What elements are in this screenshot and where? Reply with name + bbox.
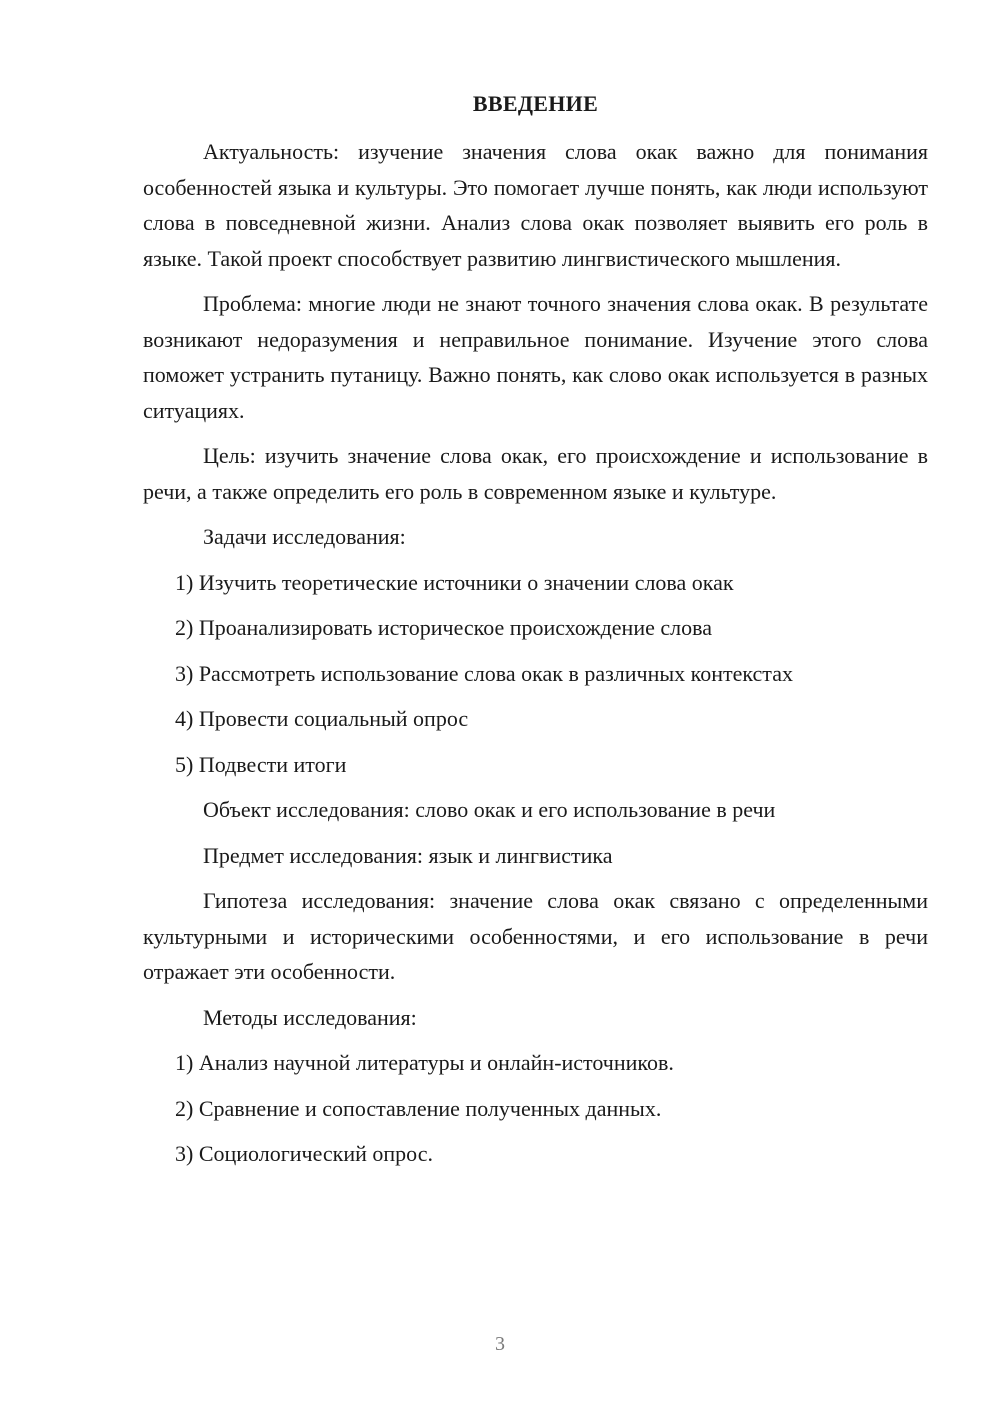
list-item: 2) Сравнение и сопоставление полученных данных. [175,1095,662,1121]
list-item: 1) Изучить теоретические источники о значении слова окак [175,569,734,595]
goal-paragraph: Цель: изучить значение слова окак, его происхождение и использование в речи, а также определить его роль в современном языке и культуре. [143,443,928,504]
list-item: 2) Проанализировать историческое происхождение слова [175,615,712,641]
hypothesis-paragraph: Гипотеза исследования: значение слова окак связано с определенными культурными и историческими особенностями, и его использование в речи отражает эти особенности. [143,888,928,985]
list-item: 4) Провести социальный опрос [175,706,469,732]
methods-list [143,1045,928,1182]
list-item: 3) Социологический опрос. [175,1141,433,1167]
page-number: 3 [495,1333,505,1355]
list-item: 3) Рассмотреть использование слова окак в различных контекстах [175,660,793,686]
relevance-paragraph: Актуальность: изучение значения слова окак важно для понимания особенностей языка и культуры. Это помогает лучше понять, как люди используют слова в повседневной жизни. Анализ слова окак позволяет выявить его роль в языке. Такой проект способствует развитию лингвистического мышления. [143,139,928,271]
tasks-list [143,565,928,793]
problem-paragraph: Проблема: многие люди не знают точного значения слова окак. В результате возникают недоразумения и неправильное понимание. Изучение этого слова поможет устранить путаницу. Важно понять, как слово окак используется в разных ситуациях. [143,291,928,423]
document-page [143,92,928,1182]
object-line: Объект исследования: слово окак и его использование в речи [203,797,776,823]
methods-heading: Методы исследования: [203,1004,417,1030]
page-title: ВВЕДЕНИЕ [472,91,599,116]
tasks-heading: Задачи исследования: [203,524,406,550]
subject-line: Предмет исследования: язык и лингвистика [203,842,613,868]
list-item: 5) Подвести итоги [175,751,347,777]
list-item: 1) Анализ научной литературы и онлайн-источников. [175,1050,674,1076]
